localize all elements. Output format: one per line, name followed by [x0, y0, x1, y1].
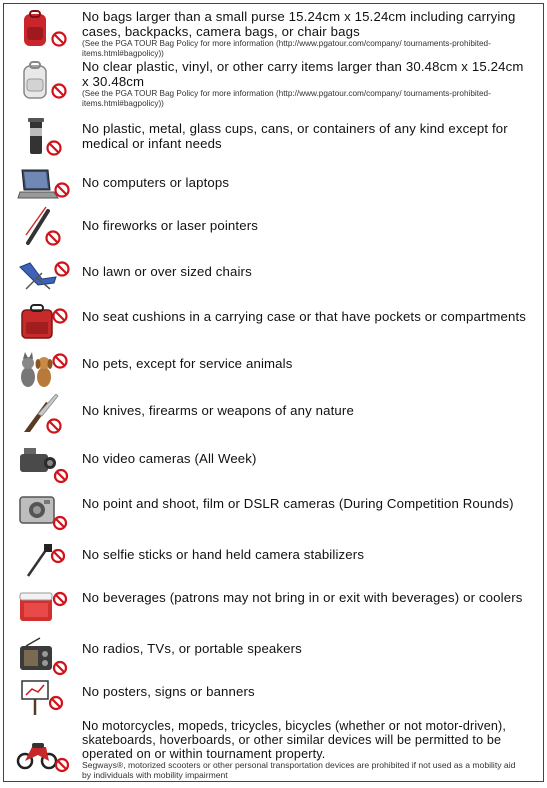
- clear-bag-icon: [16, 60, 72, 104]
- motorcycle-icon: [16, 731, 72, 775]
- laptop-icon: [16, 162, 72, 206]
- lawn-chair-icon: [16, 253, 72, 297]
- item-note: (See the PGA TOUR Bag Policy for more information (http://www.pgatour.com/company/ tournaments-prohibited-items.html#bagpolicy)): [82, 39, 491, 58]
- cooler-icon: [16, 585, 72, 629]
- selfie-stick-icon: [16, 540, 72, 584]
- item-text: No pets, except for service animals: [82, 356, 293, 371]
- item-text: No selfie sticks or hand held camera stabilizers: [82, 547, 365, 562]
- seat-cushion-icon: [16, 302, 72, 346]
- item-text: No video cameras (All Week): [82, 451, 257, 466]
- red-backpack-icon: [16, 10, 72, 54]
- item-text: No fireworks or laser pointers: [82, 218, 258, 233]
- prohibited-items-sheet: [3, 3, 544, 782]
- item-text: No plastic, metal, glass cups, cans, or containers of any kind except for medical or infant needs: [82, 121, 508, 151]
- pets-icon: [16, 347, 72, 391]
- item-text: No clear plastic, vinyl, or other carry items larger than 30.48cm x 15.24cm x 30.48cm: [82, 59, 524, 89]
- sign-icon: [16, 677, 72, 721]
- item-text: No point and shoot, film or DSLR cameras (During Competition Rounds): [82, 496, 514, 511]
- item-text: No beverages (patrons may not bring in or exit with beverages) or coolers: [82, 590, 523, 605]
- item-text: No radios, TVs, or portable speakers: [82, 641, 302, 656]
- item-text: No bags larger than a small purse 15.24cm x 15.24cm including carrying cases, backpacks, camera bags, or chair bags: [82, 9, 516, 39]
- item-text: No motorcycles, mopeds, tricycles, bicycles (whether or not motor-driven), skateboards, hoverboards, or other similar devices will be permitted to be operated on or within tournament property.: [82, 719, 507, 761]
- cup-icon: [16, 116, 72, 160]
- laser-pointer-icon: [16, 205, 72, 249]
- item-note: (See the PGA TOUR Bag Policy for more information (http://www.pgatour.com/company/ tournaments-prohibited-items.html#bagpolicy)): [82, 89, 491, 108]
- item-text: No posters, signs or banners: [82, 684, 255, 699]
- video-camera-icon: [16, 440, 72, 484]
- camera-icon: [16, 491, 72, 535]
- item-text: No computers or laptops: [82, 175, 230, 190]
- knife-icon: [16, 394, 72, 438]
- item-text: No lawn or over sized chairs: [82, 264, 252, 279]
- radio-icon: [16, 636, 72, 680]
- item-text: No seat cushions in a carrying case or that have pockets or compartments: [82, 309, 526, 324]
- item-text: No knives, firearms or weapons of any nature: [82, 403, 354, 418]
- item-note: Segways®, motorized scooters or other personal transportation devices are prohibited if not used as a mobility aid by individuals with mobility impairment: [82, 760, 516, 780]
